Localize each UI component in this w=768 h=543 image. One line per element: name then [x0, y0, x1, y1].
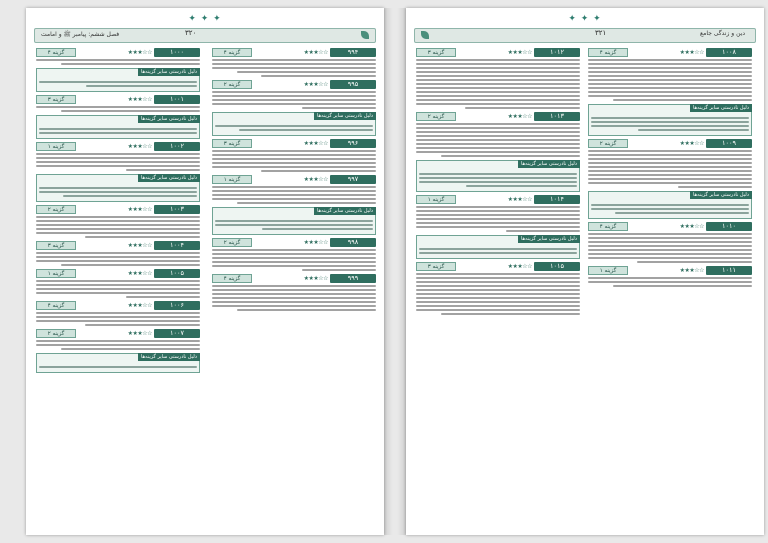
- difficulty-stars: ★★★☆☆: [303, 176, 328, 183]
- column-left: [416, 48, 580, 528]
- difficulty-stars: ★★★☆☆: [127, 96, 152, 103]
- answer-block: [36, 95, 200, 139]
- answer-block: [36, 329, 200, 373]
- callout-box: [212, 207, 376, 235]
- callout-label: دلیل نادرستی سایر گزینه‌ها: [138, 115, 200, 123]
- difficulty-stars: ★★★☆☆: [127, 330, 152, 337]
- question-number: ۱۰۰۹: [706, 139, 752, 148]
- running-title: فصل ششم: پیامبر ﷺ و امامت: [41, 31, 120, 38]
- question-number: ۱۰۱۲: [534, 48, 580, 57]
- question-number: ۱۰۱۴: [534, 195, 580, 204]
- question-number: ۹۹۴: [330, 48, 376, 57]
- answer-block: [36, 48, 200, 92]
- callout-label: دلیل نادرستی سایر گزینه‌ها: [138, 68, 200, 76]
- difficulty-stars: ★★★☆☆: [679, 267, 704, 274]
- leaf-icon: [421, 31, 429, 39]
- page-header: [414, 28, 756, 43]
- callout-box: [416, 160, 580, 192]
- difficulty-stars: ★★★☆☆: [507, 49, 532, 56]
- answer-block: [416, 112, 580, 192]
- difficulty-stars: ★★★☆☆: [507, 263, 532, 270]
- difficulty-stars: ★★★☆☆: [127, 302, 152, 309]
- page-number: ۳۲۰: [185, 29, 197, 37]
- difficulty-stars: ★★★☆☆: [127, 270, 152, 277]
- correct-option: گزینه ۴: [212, 274, 252, 283]
- difficulty-stars: ★★★☆☆: [303, 81, 328, 88]
- correct-option: گزینه ۲: [36, 329, 76, 338]
- correct-option: گزینه ۳: [36, 241, 76, 250]
- correct-option: گزینه ۲: [588, 139, 628, 148]
- answer-block: [212, 80, 376, 136]
- difficulty-stars: ★★★☆☆: [679, 49, 704, 56]
- question-number: ۹۹۵: [330, 80, 376, 89]
- difficulty-stars: ★★★☆☆: [303, 275, 328, 282]
- answer-block: [36, 241, 200, 266]
- answer-block: [588, 266, 752, 287]
- callout-box: [212, 112, 376, 136]
- correct-option: گزینه ۴: [588, 222, 628, 231]
- answer-block: [212, 48, 376, 77]
- callout-box: [36, 115, 200, 139]
- correct-option: گزینه ۳: [416, 48, 456, 57]
- answer-block: [36, 301, 200, 326]
- correct-option: گزینه ۳: [416, 262, 456, 271]
- page-header: [34, 28, 376, 43]
- correct-option: گزینه ۱: [36, 269, 76, 278]
- difficulty-stars: ★★★☆☆: [303, 140, 328, 147]
- answer-block: [212, 238, 376, 271]
- question-number: ۱۰۰۲: [154, 142, 200, 151]
- correct-option: گزینه ۲: [36, 205, 76, 214]
- running-title: دین و زندگی جامع: [699, 30, 745, 37]
- difficulty-stars: ★★★☆☆: [507, 113, 532, 120]
- correct-option: گزینه ۲: [212, 238, 252, 247]
- difficulty-stars: ★★★☆☆: [303, 239, 328, 246]
- book-fold: [383, 8, 407, 535]
- question-number: ۱۰۱۱: [706, 266, 752, 275]
- correct-option: گزینه ۲: [416, 112, 456, 121]
- correct-option: گزینه ۴: [588, 48, 628, 57]
- difficulty-stars: ★★★☆☆: [127, 143, 152, 150]
- callout-label: دلیل نادرستی سایر گزینه‌ها: [518, 160, 580, 168]
- answer-block: [588, 222, 752, 263]
- question-number: ۹۹۷: [330, 175, 376, 184]
- answer-block: [588, 139, 752, 219]
- callout-box: [588, 191, 752, 219]
- correct-option: گزینه ۱: [416, 195, 456, 204]
- difficulty-stars: ★★★☆☆: [679, 223, 704, 230]
- callout-label: دلیل نادرستی سایر گزینه‌ها: [690, 191, 752, 199]
- correct-option: گزینه ۳: [36, 95, 76, 104]
- answer-block: [36, 269, 200, 298]
- answer-block: [212, 274, 376, 311]
- answer-block: [212, 175, 376, 235]
- callout-label: دلیل نادرستی سایر گزینه‌ها: [518, 235, 580, 243]
- correct-option: گزینه ۲: [212, 80, 252, 89]
- callout-label: دلیل نادرستی سایر گزینه‌ها: [138, 353, 200, 361]
- answer-block: [588, 48, 752, 136]
- column-right: [212, 48, 376, 528]
- question-number: ۱۰۰۸: [706, 48, 752, 57]
- difficulty-stars: ★★★☆☆: [303, 49, 328, 56]
- callout-box: [36, 353, 200, 373]
- callout-box: [36, 174, 200, 202]
- column-right: [588, 48, 752, 528]
- callout-label: دلیل نادرستی سایر گزینه‌ها: [314, 207, 376, 215]
- question-number: ۱۰۰۱: [154, 95, 200, 104]
- correct-option: گزینه ۴: [212, 48, 252, 57]
- answer-block: [36, 205, 200, 238]
- question-number: ۹۹۸: [330, 238, 376, 247]
- question-number: ۱۰۱۰: [706, 222, 752, 231]
- callout-box: [36, 68, 200, 92]
- ornament: ✦ ✦ ✦: [568, 14, 602, 24]
- correct-option: گزینه ۴: [36, 48, 76, 57]
- question-number: ۱۰۰۰: [154, 48, 200, 57]
- difficulty-stars: ★★★☆☆: [127, 242, 152, 249]
- answer-block: [416, 262, 580, 315]
- correct-option: گزینه ۱: [36, 142, 76, 151]
- column-left: [36, 48, 200, 528]
- left-page: [26, 8, 384, 535]
- answer-block: [416, 195, 580, 259]
- question-number: ۹۹۶: [330, 139, 376, 148]
- difficulty-stars: ★★★☆☆: [127, 49, 152, 56]
- question-number: ۱۰۰۴: [154, 241, 200, 250]
- ornament: ✦ ✦ ✦: [188, 14, 222, 24]
- correct-option: گزینه ۱: [588, 266, 628, 275]
- correct-option: گزینه ۴: [36, 301, 76, 310]
- question-number: ۹۹۹: [330, 274, 376, 283]
- difficulty-stars: ★★★☆☆: [127, 206, 152, 213]
- question-number: ۱۰۰۶: [154, 301, 200, 310]
- right-page: [406, 8, 764, 535]
- answer-block: [212, 139, 376, 172]
- callout-label: دلیل نادرستی سایر گزینه‌ها: [314, 112, 376, 120]
- correct-option: گزینه ۱: [212, 175, 252, 184]
- callout-box: [588, 104, 752, 136]
- question-number: ۱۰۰۷: [154, 329, 200, 338]
- page-number: ۳۲۱: [595, 29, 607, 37]
- leaf-icon: [361, 31, 369, 39]
- answer-block: [36, 142, 200, 202]
- callout-box: [416, 235, 580, 259]
- question-number: ۱۰۱۳: [534, 112, 580, 121]
- difficulty-stars: ★★★☆☆: [679, 140, 704, 147]
- answer-block: [416, 48, 580, 109]
- callout-label: دلیل نادرستی سایر گزینه‌ها: [138, 174, 200, 182]
- difficulty-stars: ★★★☆☆: [507, 196, 532, 203]
- question-number: ۱۰۱۵: [534, 262, 580, 271]
- question-number: ۱۰۰۵: [154, 269, 200, 278]
- callout-label: دلیل نادرستی سایر گزینه‌ها: [690, 104, 752, 112]
- question-number: ۱۰۰۳: [154, 205, 200, 214]
- correct-option: گزینه ۳: [212, 139, 252, 148]
